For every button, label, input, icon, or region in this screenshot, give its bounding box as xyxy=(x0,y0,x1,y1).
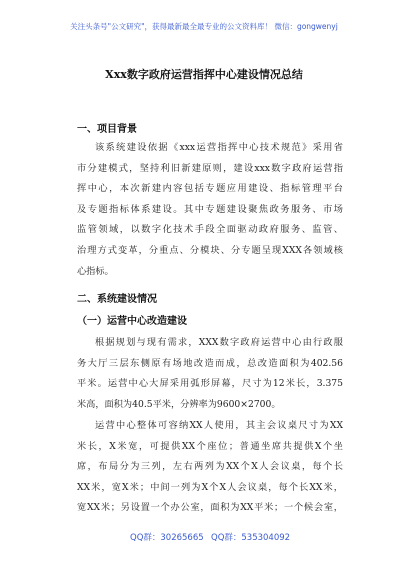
footer xyxy=(0,531,408,547)
paragraph-line: 及专题指标体系建设。其中专题建设聚焦政务服务、市场 xyxy=(77,203,343,215)
footer-qq-group-1: QQ群：30265665 xyxy=(130,533,204,543)
section-heading-background: 一、项目背景 xyxy=(77,124,137,135)
paragraph-line: 平米。运营中心大屏采用弧形屏幕，尺寸为12米长，3.375 xyxy=(77,378,343,390)
paragraph-line: 根据规划与现有需求，XXX数字政府运营中心由行政服 xyxy=(95,337,343,348)
paragraph-line: 宽XX米；另设置一个办公室，面积为XX平米；一个候会室， xyxy=(77,502,343,514)
paragraph-line: 监管领域，以数字化技术手段全面驱动政府服务、监管、 xyxy=(77,224,343,236)
paragraph-line: 心指标。 xyxy=(77,265,114,277)
paragraph-line: 该系统建设依据《xxx运营指挥中心技术规范》采用省 xyxy=(95,142,343,153)
paragraph-background xyxy=(77,138,343,282)
document-title: Xxx数字政府运营指挥中心建设情况总结 xyxy=(105,68,303,81)
paragraph-ops-center-capacity xyxy=(77,416,343,519)
paragraph-line: 市分建模式，坚持利旧新建原则，建设xxx数字政府运营指 xyxy=(77,162,343,174)
paragraph-line: 运营中心整体可容纳XX人使用，其主会议桌尺寸为XX xyxy=(95,420,343,431)
paragraph-line: XX米，宽X米；中间一列为X个X人会议桌，每个长XX米， xyxy=(77,481,343,493)
footer-qq-group-2: QQ群：535304092 xyxy=(211,533,291,543)
section-heading-construction: 二、系统建设情况 xyxy=(77,294,157,305)
paragraph-line: 席，布局分为三列，左右两列为XX个X人会议桌，每个长 xyxy=(77,461,343,473)
subsection-heading-ops-center: （一）运营中心改造建设 xyxy=(77,316,187,327)
paragraph-ops-center-renovation xyxy=(77,333,343,415)
header-banner: 关注头条号"公文研究"，获得最新最全最专业的公文资料库！ 微信：gongwenyj xyxy=(70,22,338,31)
paragraph-line: 挥中心，本次新建内容包括专题应用建设、指标管理平台 xyxy=(77,183,343,195)
paragraph-line: 米高，面积为40.5平米，分辨率为9600×2700。 xyxy=(77,398,281,410)
paragraph-line: 务大厅三层东侧原有场地改造而成，总改造面积为402.56 xyxy=(77,357,343,369)
paragraph-line: 治理方式变革，分重点、分模块、分专题呈现XXX各领域核 xyxy=(77,244,343,256)
paragraph-line: 米长，X米宽，可提供XX个座位；普通坐席共提供X个坐 xyxy=(77,440,343,452)
